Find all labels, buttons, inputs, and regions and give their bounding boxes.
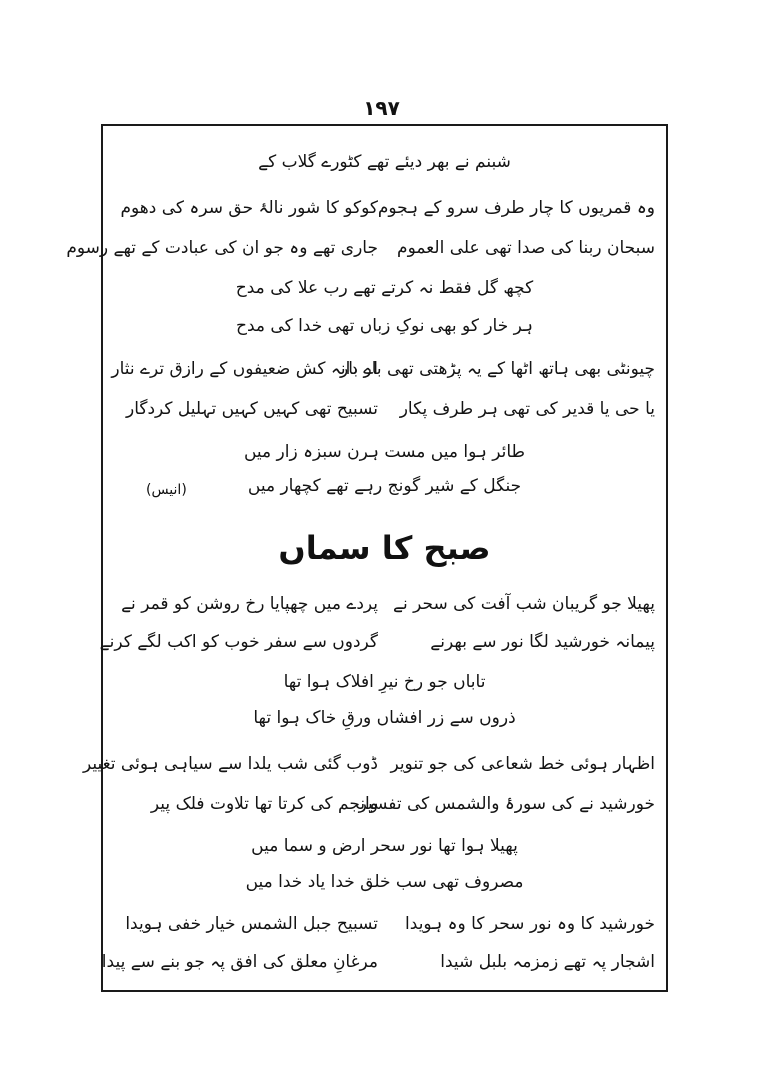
verse-line: کوکو کا شور نالۂ حق سرہ کی دھوم bbox=[120, 198, 378, 218]
attribution: (انیس) bbox=[146, 482, 187, 498]
verse-line: وانجم کی کرتا تھا تلاوت فلک پیر bbox=[150, 794, 378, 814]
intro-line: شبنم نے بھر دیئے تھے کٹورے گلاب کے bbox=[258, 152, 511, 172]
verse-line: یا حی یا قدیر کی تھی ہر طرف پکار bbox=[399, 399, 655, 419]
verse-line: اظہار ہوئی خط شعاعی کی جو تنویر bbox=[390, 754, 655, 774]
verse-line: ہر خار کو بھی نوکِ زباں تھی خدا کی مدح bbox=[236, 316, 533, 336]
verse-line: پیمانہ خورشید لگا نور سے بھرنے bbox=[430, 632, 655, 652]
verse-line: طائر ہوا میں مست ہرن سبزہ زار میں bbox=[243, 442, 526, 462]
verse-line: تسبیح جبل الشمس خیار خفی ہویدا bbox=[125, 914, 378, 934]
verse-line: خورشید کا وہ نور سحر کا وہ ہویدا bbox=[405, 914, 655, 934]
section-heading: صبح کا سماں bbox=[278, 529, 491, 567]
verse-line: تاباں جو رخ نیرِ افلاک ہوا تھا bbox=[283, 672, 486, 692]
verse-line: جاری تھے وہ جو ان کی عبادت کے تھے رسوم bbox=[66, 238, 378, 258]
verse-line: اشجار پہ تھے زمزمہ بلبل شیدا bbox=[440, 952, 655, 972]
verse-line: تسبیح تھی کہیں کہیں تہلیل کردگار bbox=[126, 399, 378, 419]
verse-line: کچھ گل فقط نہ کرتے تھے رب علا کی مدح bbox=[235, 278, 534, 298]
verse-line: جنگل کے شیر گونج رہے تھے کچھار میں bbox=[247, 476, 522, 496]
verse-line: خورشید نے کی سورۂ والشمس کی تفسیر bbox=[358, 794, 655, 814]
verse-line: مرغانِ معلق کی افق پہ جو بنے سے پیدا bbox=[101, 952, 378, 972]
verse-line: اے دانہ کش ضعیفوں کے رازق ترے نثار bbox=[111, 359, 378, 379]
page-number: ۱۹۷ bbox=[363, 96, 400, 120]
verse-line: پھیلا ہوا تھا نور سحر ارض و سما میں bbox=[251, 836, 518, 856]
verse-line: ڈوب گئی شب یلدا سے سیاہی ہوئی تغییر bbox=[82, 754, 378, 774]
verse-line: گردوں سے سفر خوب کو اکب لگے کرنے bbox=[99, 632, 378, 652]
verse-line: پردے میں چھپایا رخ روشن کو قمر نے bbox=[121, 594, 378, 614]
verse-line: سبحان ربنا کی صدا تھی علی العموم bbox=[397, 238, 655, 258]
verse-line: چیونٹی بھی ہاتھ اٹھا کے یہ پڑھتی تھی بار بار bbox=[339, 359, 655, 379]
verse-line: ذروں سے زر افشاں ورقِ خاک ہوا تھا bbox=[253, 708, 516, 728]
verse-line: پھیلا جو گریبان شب آفت کی سحر نے bbox=[393, 594, 655, 614]
verse-line: وہ قمریوں کا چار طرف سرو کے ہجوم bbox=[377, 198, 655, 218]
verse-line: مصروف تھی سب خلق خدا یاد خدا میں bbox=[245, 872, 524, 892]
